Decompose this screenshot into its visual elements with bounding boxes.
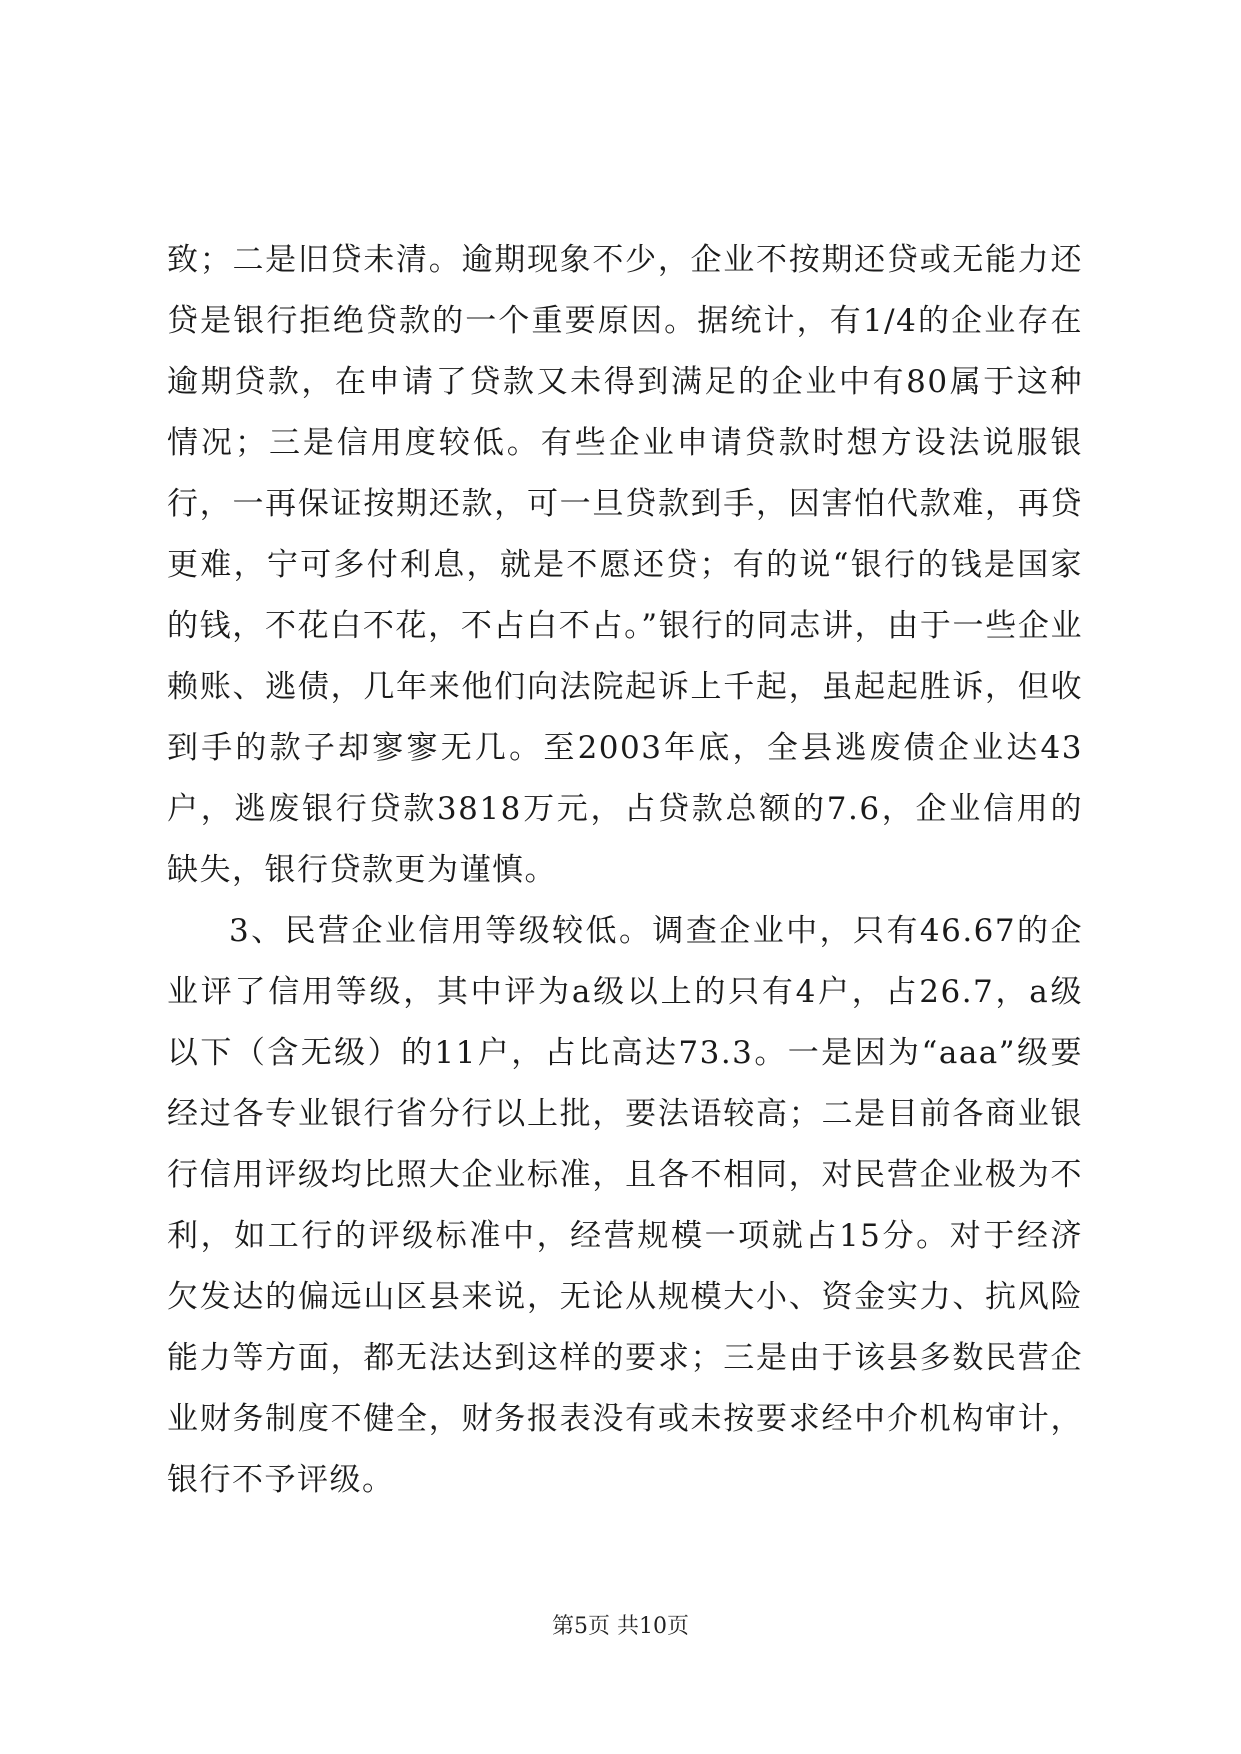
paragraph-credit-rating: 3、民营企业信用等级较低。调查企业中，只有46.67的企业评了信用等级，其中评为a级以上的只有4户，占26.7，a级以下（含无级）的11户，占比高达73.3。一是因为“aaa”级要经过各专业银行省分行以上批，要法语较高；二是目前各商业银行信用评级均比照大企业标准，且各不相同，对民营企业极为不利，如工行的评级标准中，经营规模一项就占15分。对于经济欠发达的偏远山区县来说，无论从规模大小、资金实力、抗风险能力等方面，都无法达到这样的要求；三是由于该县多数民营企业财务制度不健全，财务报表没有或未按要求经中介机构审计，银行不予评级。 <box>167 913 1083 1498</box>
document-body <box>167 230 1083 1511</box>
page-number-footer: 第5页 共10页 <box>552 1614 689 1639</box>
paragraph-continuation: 致；二是旧贷未清。逾期现象不少，企业不按期还贷或无能力还贷是银行拒绝贷款的一个重要原因。据统计，有1/4的企业存在逾期贷款，在申请了贷款又未得到满足的企业中有80属于这种情况；三是信用度较低。有些企业申请贷款时想方设法说服银行，一再保证按期还款，可一旦贷款到手，因害怕代款难，再贷更难，宁可多付利息，就是不愿还贷；有的说“银行的钱是国家的钱，不花白不花，不占白不占。”银行的同志讲，由于一些企业赖账、逃债，几年来他们向法院起诉上千起，虽起起胜诉，但收到手的款子却寥寥无几。至2003年底，全县逃废债企业达43户，逃废银行贷款3818万元，占贷款总额的7.6，企业信用的缺失，银行贷款更为谨慎。 <box>167 242 1083 888</box>
